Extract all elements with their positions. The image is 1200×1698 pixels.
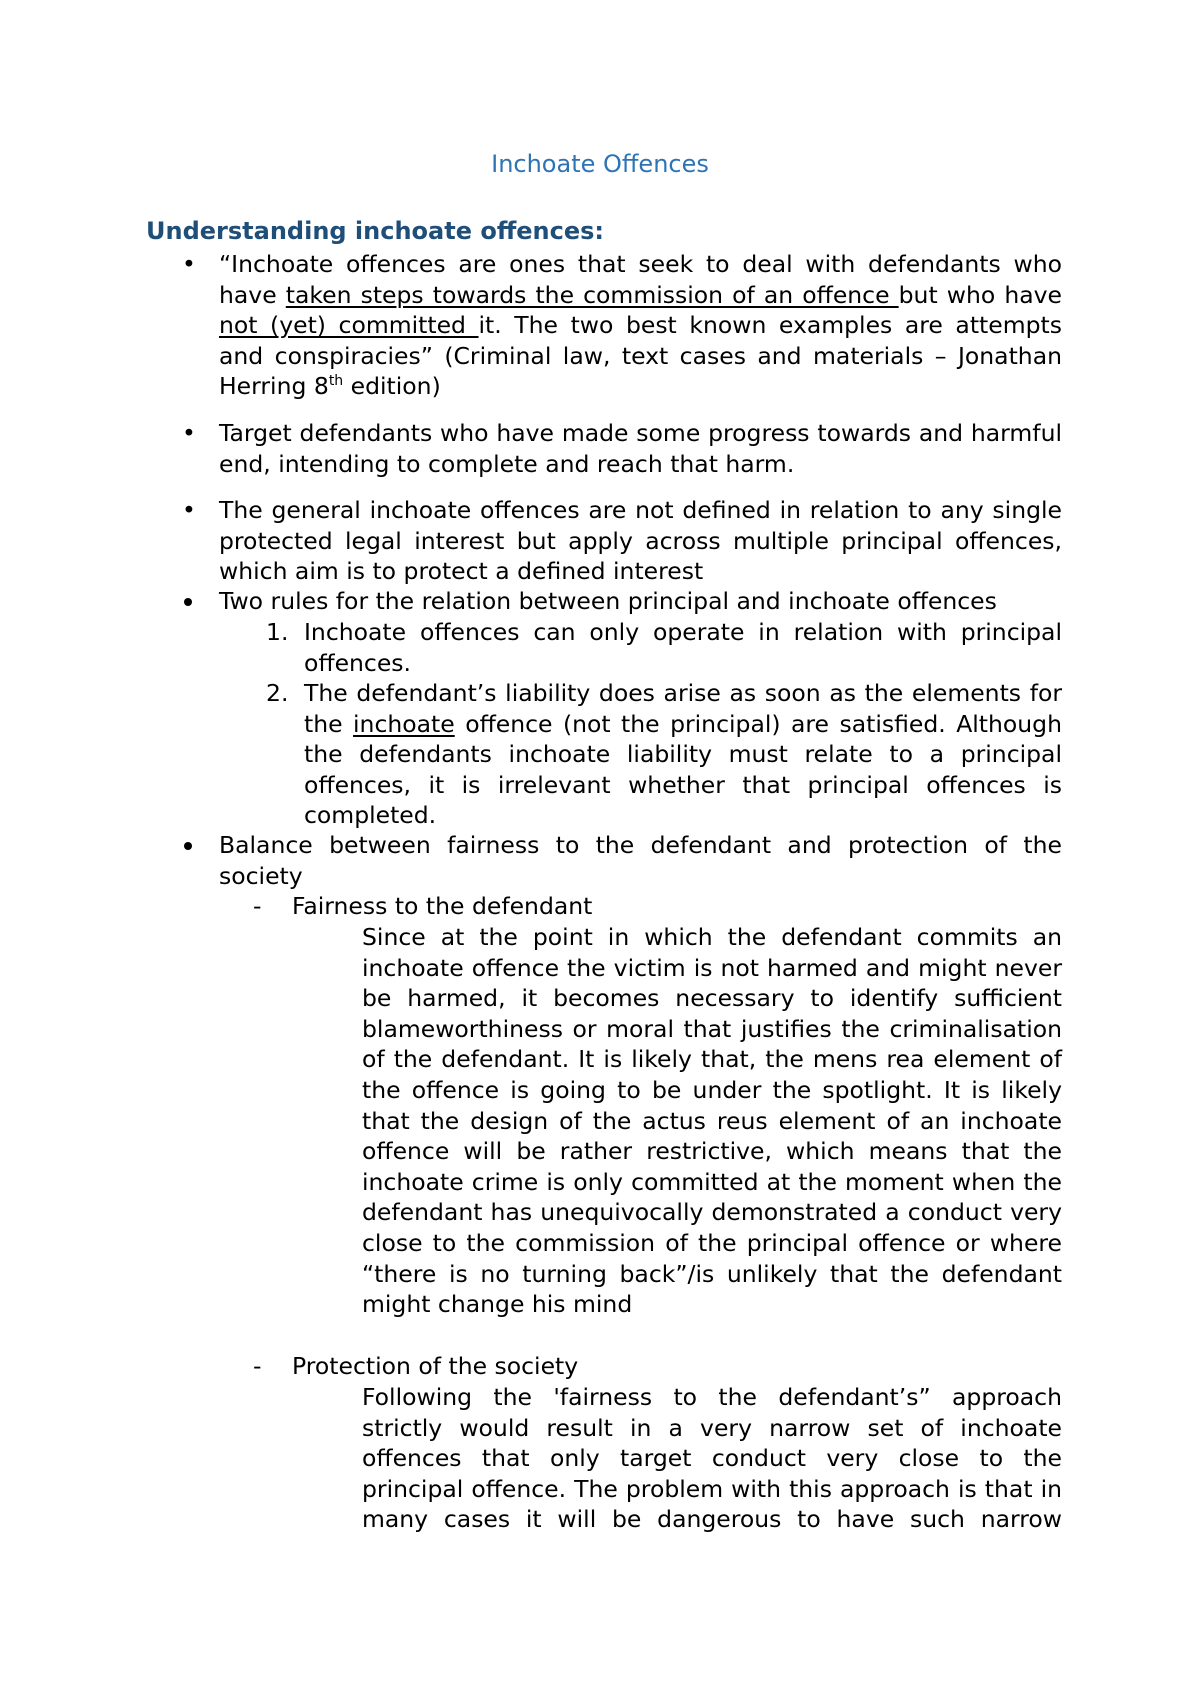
numbered-item-rule-1: Inchoate offences can only operate in relation with principal offences. [304,618,1062,677]
list-number: 1. [266,618,289,646]
paragraph-fairness: Since at the point in which the defendant commits an inchoate offence the victim is not harmed and might never be harmed, it becomes necessary to identify sufficient blameworthiness or moral that justifies the criminalisation of the defendant. It is likely that, the mens rea element of the offence is going to be under the spotlight. It is likely that the design of the actus reus element of an inchoate offence will be rather restrictive, which means that the inchoate crime is only committed at the moment when the defendant has unequivocally demonstrated a conduct very close to the commission of the principal offence or where “there is no turning back”/is unlikely that the defendant might change his mind [362,923,1062,1319]
bullet-item-definition: “Inchoate offences are ones that seek to deal with defendants who have taken steps towards the commission of an offence but who have not (yet) committed it. The two best known examples are attempts and conspiracies” (Criminal law, text cases and materials – Jonathan Herring 8th edition) [219,250,1062,401]
bullet-item-target: Target defendants who have made some progress towards and harmful end, intending to complete and reach that harm. [219,419,1062,478]
list-number: 2. [266,679,289,707]
document-title: Inchoate Offences [491,150,709,178]
sub-item-fairness: Fairness to the defendant [292,892,593,920]
bullet-item-general: The general inchoate offences are not defined in relation to any single protected legal interest but apply across multiple principal offences, which aim is to protect a defined interest [219,496,1062,586]
bullet-marker: • [182,250,196,278]
paragraph-protection: Following the 'fairness to the defendant’s” approach strictly would result in a very narrow set of inchoate offences that only target conduct very close to the principal offence. The problem with this approach is that in many cases it will be dangerous to have such narrow [362,1383,1062,1534]
bullet-item-two-rules: Two rules for the relation between principal and inchoate offences [219,587,997,615]
section-heading: Understanding inchoate offences: [146,217,605,245]
bullet-marker: • [182,419,196,447]
underlined-phrase: not (yet) committed [219,311,479,340]
bullet-dot [184,598,192,606]
dash-marker: - [253,892,262,920]
bullet-dot [184,842,192,850]
bullet-item-balance: Balance between fairness to the defendant and protection of the society [219,831,1062,890]
underlined-phrase: taken steps towards the commission of an offence [285,280,899,309]
underlined-phrase: inchoate [353,709,455,738]
sub-item-protection: Protection of the society [292,1352,579,1380]
bullet-marker: • [182,496,196,524]
dash-marker: - [253,1352,262,1380]
numbered-item-rule-2: The defendant’s liability does arise as soon as the elements for the inchoate offence (not the principal) are satisfied. Although the defendants inchoate liability must relate to a principal offences, it is irrelevant whether that principal offences is completed. [304,679,1062,830]
